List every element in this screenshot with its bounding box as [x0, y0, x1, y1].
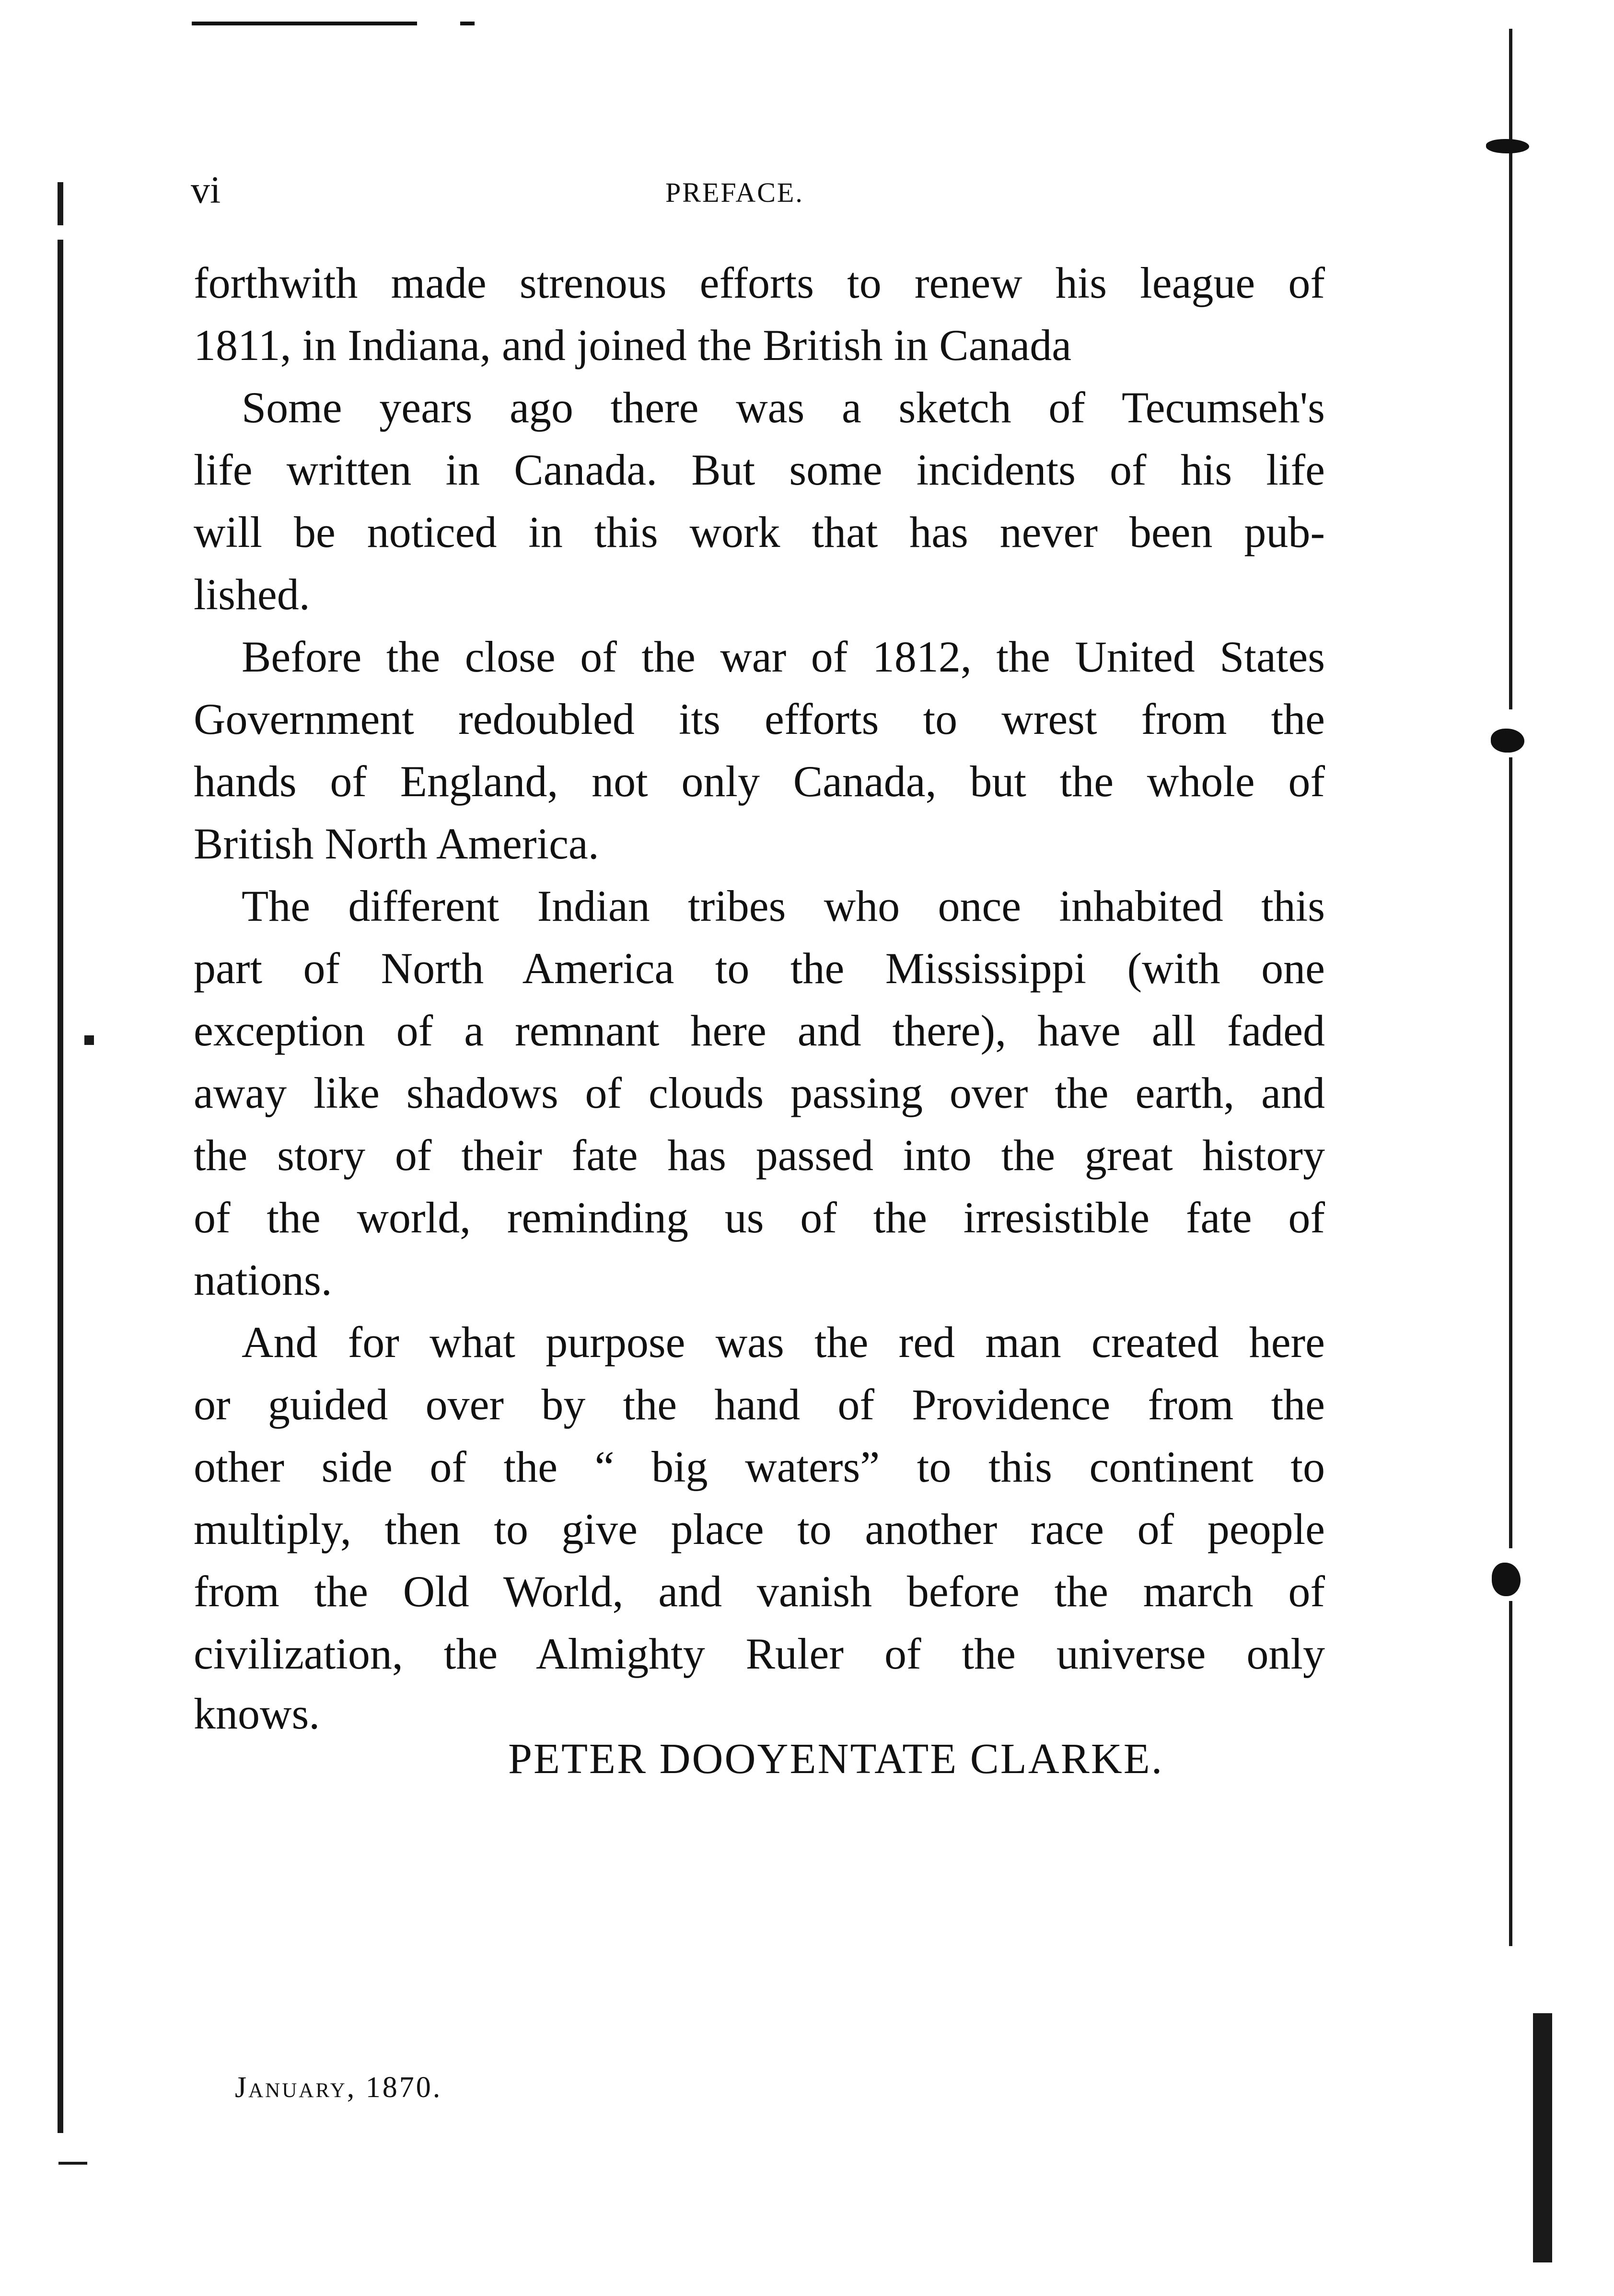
- author-signature: PETER DOOYENTATE CLARKE.: [508, 1735, 1164, 1783]
- scan-artifact-right-rule: [1533, 2013, 1552, 2262]
- scan-artifact-blot: [1486, 139, 1529, 153]
- text-line: the story of their fate has passed into the great history: [194, 1131, 1325, 1180]
- running-title: PREFACE.: [665, 177, 804, 208]
- text-line: hands of England, not only Canada, but the whole of: [194, 757, 1325, 806]
- text-line: lished.: [194, 570, 310, 619]
- text-line: Government redoubled its efforts to wrest from the: [194, 695, 1325, 743]
- scan-artifact-right-rule: [1509, 1601, 1512, 1946]
- text-line: part of North America to the Mississippi (with one: [194, 944, 1325, 993]
- text-line: British North America.: [194, 819, 599, 868]
- scan-artifact-left-rule: [84, 1035, 94, 1045]
- text-line: Before the close of the war of 1812, the United States: [242, 632, 1325, 681]
- text-line: from the Old World, and vanish before the march of: [194, 1567, 1325, 1616]
- text-line: other side of the “ big waters” to this continent to: [194, 1442, 1325, 1491]
- text-line: exception of a remnant here and there), have all faded: [194, 1006, 1325, 1055]
- text-line: And for what purpose was the red man created here: [242, 1318, 1325, 1367]
- text-line: civilization, the Almighty Ruler of the universe only: [194, 1629, 1325, 1678]
- text-line: of the world, reminding us of the irresistible fate of: [194, 1193, 1325, 1242]
- scan-artifact-top-dash: [192, 22, 417, 25]
- scan-artifact-left-rule: [58, 2162, 87, 2165]
- page-number: vi: [191, 169, 221, 211]
- text-line: The different Indian tribes who once inhabited this: [242, 881, 1325, 930]
- text-line: or guided over by the hand of Providence from the: [194, 1380, 1325, 1429]
- scan-artifact-right-rule: [1509, 29, 1512, 709]
- scan-artifact-left-rule: [58, 240, 63, 2133]
- scan-artifact-blot: [1491, 729, 1524, 753]
- text-line: Some years ago there was a sketch of Tecumseh's: [242, 383, 1325, 432]
- scan-artifact-blot: [1492, 1563, 1521, 1596]
- dateline: January, 1870.: [235, 2071, 442, 2104]
- text-line: 1811, in Indiana, and joined the British in Canada: [194, 321, 1072, 370]
- text-line: life written in Canada. But some incidents of his life: [194, 445, 1325, 494]
- text-line: knows.: [194, 1689, 320, 1738]
- text-line: nations.: [194, 1255, 332, 1304]
- text-line: multiply, then to give place to another race of people: [194, 1505, 1325, 1554]
- text-line: will be noticed in this work that has never been pub-: [194, 508, 1325, 557]
- scan-artifact-right-rule: [1509, 757, 1512, 1548]
- text-line: forthwith made strenous efforts to renew his league of: [194, 258, 1325, 307]
- text-line: away like shadows of clouds passing over the earth, and: [194, 1068, 1325, 1117]
- scan-artifact-left-rule: [58, 182, 63, 225]
- scan-artifact-top-dash: [460, 22, 475, 25]
